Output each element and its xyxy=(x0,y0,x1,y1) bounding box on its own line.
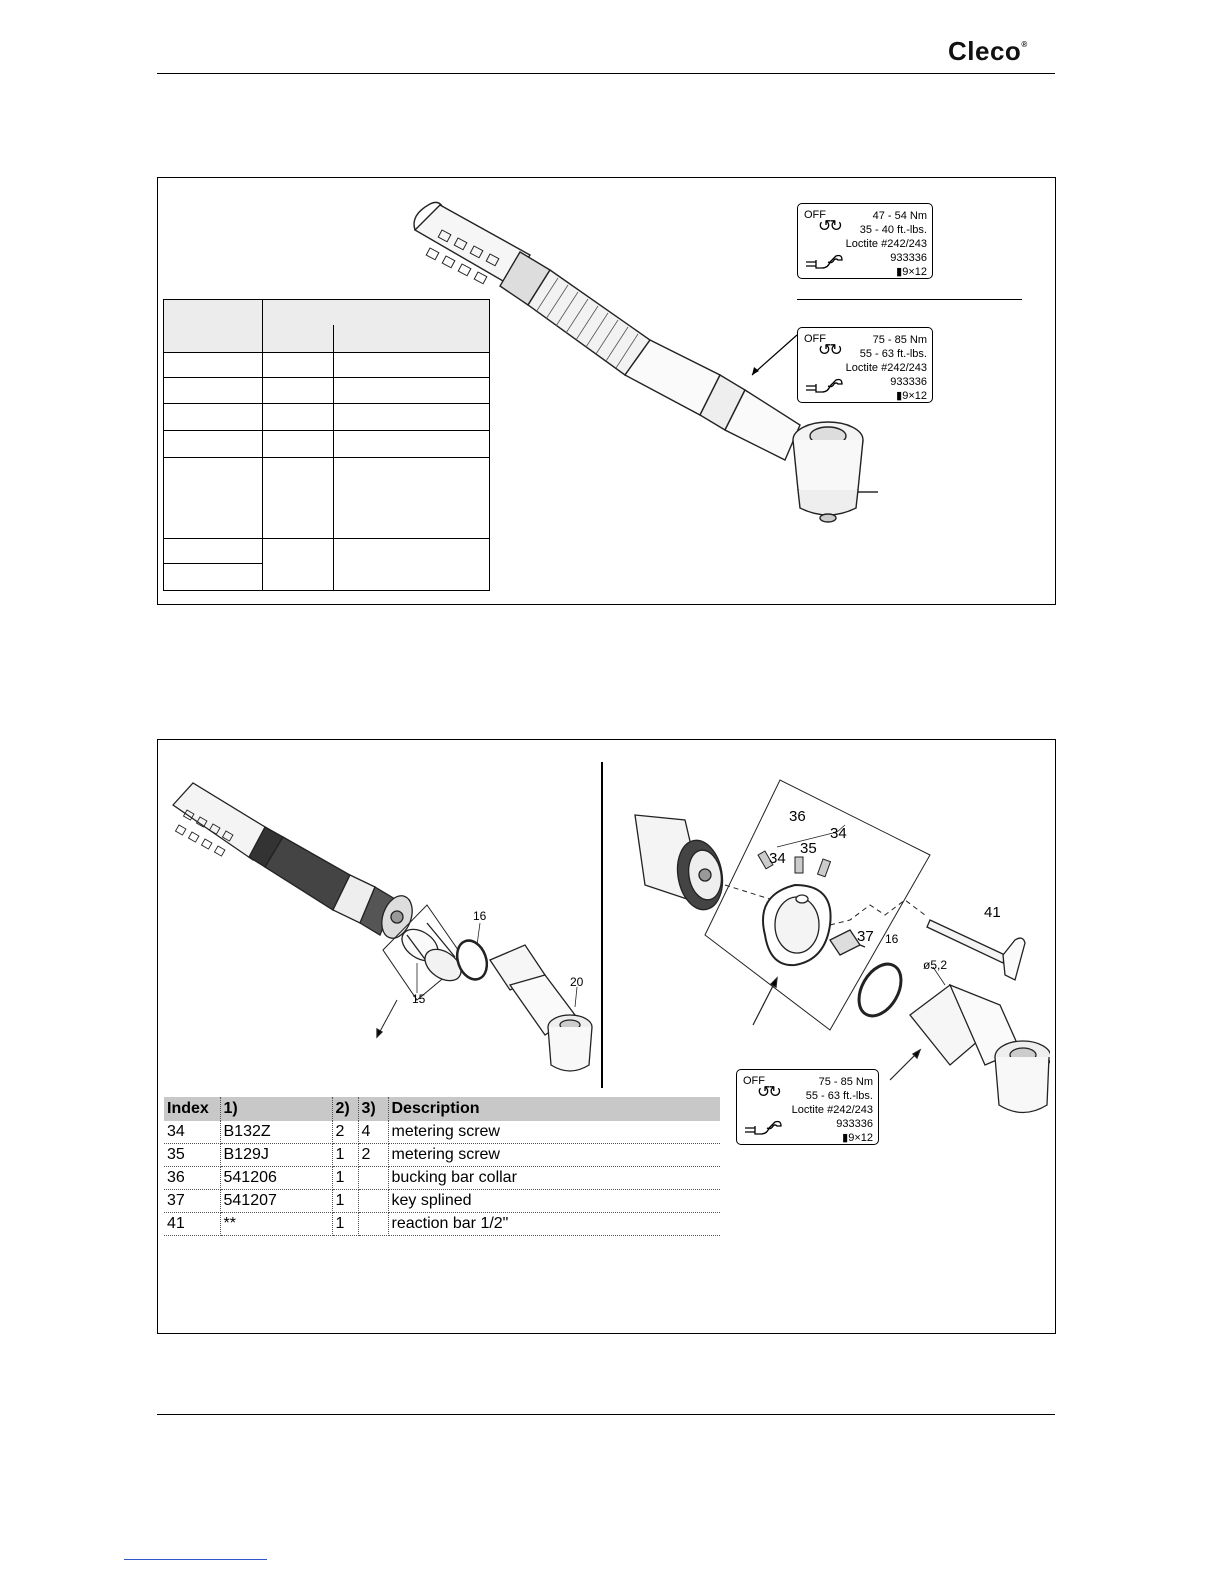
cell-part: ** xyxy=(220,1213,332,1236)
leader-lines-1 xyxy=(740,330,900,510)
callout-16-right: 16 xyxy=(885,932,899,946)
rotation-icon: ↺↻ xyxy=(818,218,841,235)
cell-description: reaction bar 1/2" xyxy=(388,1213,720,1236)
cell-qty2: 1 xyxy=(332,1144,358,1167)
callout-41: 41 xyxy=(984,904,1001,921)
table-row xyxy=(164,1213,720,1236)
cell-index: 35 xyxy=(164,1144,220,1167)
cell-part: B132Z xyxy=(220,1121,332,1144)
header-index: Index xyxy=(164,1097,220,1121)
table-row xyxy=(164,1190,720,1213)
cell-qty3 xyxy=(358,1213,388,1236)
footer-link-underline[interactable] xyxy=(124,1559,267,1560)
header-col2: 2) xyxy=(332,1097,358,1121)
cell-description: key splined xyxy=(388,1190,720,1213)
cell-qty2: 1 xyxy=(332,1167,358,1190)
wrench-icon xyxy=(743,1114,783,1136)
tool-exploded-left xyxy=(165,775,605,1085)
label-divider xyxy=(797,299,1022,300)
cell-qty2: 1 xyxy=(332,1213,358,1236)
rotation-icon: ↺↻ xyxy=(818,342,841,359)
cell-index: 34 xyxy=(164,1121,220,1144)
callout-36: 36 xyxy=(789,808,806,825)
cell-description: metering screw xyxy=(388,1121,720,1144)
diameter-callout: ø5,2 xyxy=(923,958,948,972)
brand-logo: Cleco® xyxy=(948,36,1028,66)
callout-20: 20 xyxy=(570,975,584,989)
parts-table xyxy=(164,1097,720,1236)
table-row xyxy=(164,1167,720,1190)
torque-label-fig2: OFF ↺↻ 75 - 85 Nm 55 - 63 ft.-lbs. Loctite #242/243 933336 ▮9×12 xyxy=(736,1069,879,1145)
cell-qty2: 2 xyxy=(332,1121,358,1144)
cell-qty3: 4 xyxy=(358,1121,388,1144)
table-row xyxy=(164,1121,720,1144)
callout-35: 35 xyxy=(800,840,817,857)
header-rule xyxy=(157,73,1055,74)
cell-description: bucking bar collar xyxy=(388,1167,720,1190)
cell-qty2: 1 xyxy=(332,1190,358,1213)
cell-qty3 xyxy=(358,1167,388,1190)
header-col3: 3) xyxy=(358,1097,388,1121)
table-row xyxy=(164,1144,720,1167)
cell-qty3: 2 xyxy=(358,1144,388,1167)
cell-index: 37 xyxy=(164,1190,220,1213)
callout-16-left: 16 xyxy=(473,909,487,923)
cell-index: 41 xyxy=(164,1213,220,1236)
cell-qty3 xyxy=(358,1190,388,1213)
cell-index: 36 xyxy=(164,1167,220,1190)
rotation-icon: ↺↻ xyxy=(757,1084,780,1101)
callout-15: 15 xyxy=(412,992,426,1006)
parts-table-header xyxy=(164,1097,720,1121)
callout-37: 37 xyxy=(857,928,874,945)
wrench-icon xyxy=(804,248,844,270)
callout-34-right: 34 xyxy=(830,825,847,842)
torque-label-top: OFF ↺↻ 47 - 54 Nm 35 - 40 ft.-lbs. Loctite #242/243 933336 ▮9×12 xyxy=(797,203,933,279)
header-col1: 1) xyxy=(220,1097,332,1121)
cell-part: 541207 xyxy=(220,1190,332,1213)
callout-34-left: 34 xyxy=(769,850,786,867)
cell-part: B129J xyxy=(220,1144,332,1167)
footer-rule xyxy=(157,1414,1055,1415)
cell-part: 541206 xyxy=(220,1167,332,1190)
cell-description: metering screw xyxy=(388,1144,720,1167)
torque-label-bottom: OFF ↺↻ 75 - 85 Nm 55 - 63 ft.-lbs. Loctite #242/243 933336 ▮9×12 xyxy=(797,327,933,403)
header-description: Description xyxy=(388,1097,720,1121)
